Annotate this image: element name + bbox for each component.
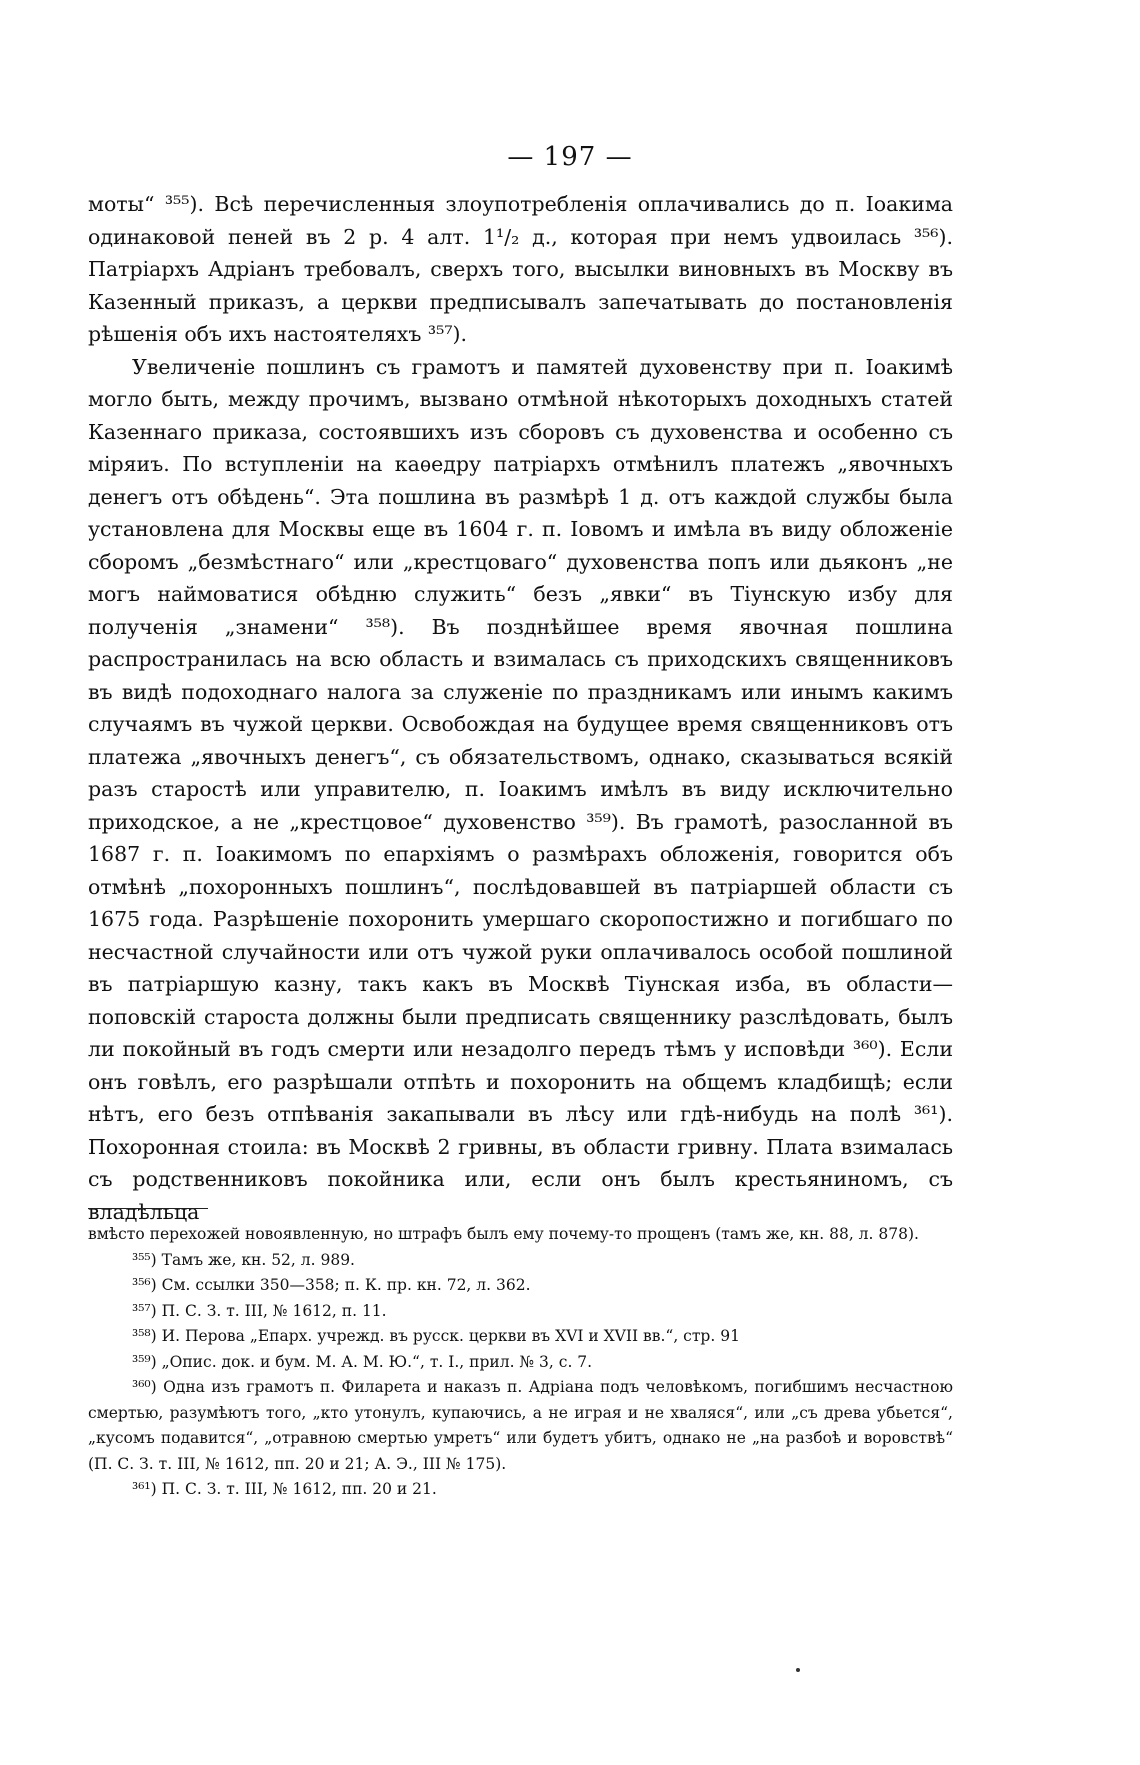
- footnotes: [88, 1222, 953, 1503]
- footnote: ³⁶¹) П. С. З. т. III, № 1612, пп. 20 и 21.: [132, 1480, 437, 1498]
- footnote-separator: [88, 1208, 208, 1209]
- page-number: — 197 —: [507, 142, 633, 172]
- footnote: ³⁶⁰) Одна изъ грамотъ п. Филарета и наказъ п. Адріана подъ человѣкомъ, погибшимъ несчастною смертью, разумѣютъ того, „кто утонулъ, купаючись, а не играя и не хваляся“, или „съ древа убьется“, „кусомъ подавится“, „отравною смертью умретъ“ или будетъ убитъ, однако не „на разбоѣ и воровствѣ“ (П. С. З. т. III, № 1612, пп. 20 и 21; А. Э., III № 175).: [88, 1378, 953, 1473]
- footnote: ³⁵⁹) „Опис. док. и бум. М. А. М. Ю.“, т. I., прил. № 3, с. 7.: [132, 1352, 593, 1371]
- footnote: ³⁵⁷) П. С. З. т. III, № 1612, п. 11.: [132, 1301, 387, 1320]
- main-text: [88, 188, 953, 1228]
- ink-speck: [796, 1668, 800, 1672]
- footnote-continuation: вмѣсто перехожей новоявленную, но штрафъ былъ ему почему-то прощенъ (тамъ же, кн. 88, л. 878).: [88, 1225, 919, 1243]
- paragraph: Увеличеніе пошлинъ съ грамотъ и памятей духовенству при п. Іоакимѣ могло быть, между прочимъ, вызвано отмѣной нѣкоторыхъ доходныхъ статей Казеннаго приказа, состоявшихъ изъ сборовъ съ духовенства и особенно съ міряиъ. По вступленіи на каѳедру патріархъ отмѣнилъ платежъ „явочныхъ денегъ отъ обѣдень“. Эта пошлина въ размѣрѣ 1 д. отъ каждой службы была установлена для Москвы еще въ 1604 г. п. Іовомъ и имѣла въ виду обложеніе сборомъ „безмѣстнаго“ или „крестцоваго“ духовенства попъ или дьяконъ „не могъ наймоватися обѣдню служить“ безъ „явки“ въ Тіунскую избу для полученія „знамени“ ³⁵⁸). Въ позднѣйшее время явочная пошлина распространилась на всю область и взималась съ приходскихъ священниковъ въ видѣ подоходнаго налога за служеніе по праздникамъ или инымъ какимъ случаямъ въ чужой церкви. Освобождая на будущее время священниковъ отъ платежа „явочныхъ денегъ“, съ обязательствомъ, однако, сказываться всякій разъ старостѣ или управителю, п. Іоакимъ имѣлъ въ виду исключительно приходское, а не „крестцовое“ духовенство ³⁵⁹). Въ грамотѣ, разосланной въ 1687 г. п. Іоакимомъ по епархіямъ о размѣрахъ обложенія, говорится объ отмѣнѣ „похоронныхъ пошлинъ“, послѣдовавшей въ патріаршей области съ 1675 года. Разрѣшеніе похоронить умершаго скоропостижно и погибшаго по несчастной случайности или отъ чужой руки оплачивалось особой пошлиной въ патріаршую казну, такъ какъ въ Москвѣ Тіунская изба, въ области—поповскій староста должны были предписать священнику разслѣдовать, былъ ли покойный въ годъ смерти или незадолго передъ тѣмъ у исповѣди ³⁶⁰). Если онъ говѣлъ, его разрѣшали отпѣть и похоронить на общемъ кладбищѣ; если нѣтъ, его безъ отпѣванія закапывали въ лѣсу или гдѣ-нибудь на полѣ ³⁶¹). Похоронная стоила: въ Москвѣ 2 гривны, въ области гривну. Плата взималась съ родственниковъ покойника или, если онъ былъ крестьяниномъ, съ владѣльца: [88, 354, 953, 1224]
- footnote: ³⁵⁸) И. Перова „Епарх. учрежд. въ русск. церкви въ XVI и XVII вв.“, стр. 91: [132, 1327, 740, 1345]
- footnote: ³⁵⁶) См. ссылки 350—358; п. К. пр. кн. 72, л. 362.: [132, 1276, 531, 1294]
- paragraph: моты“ ³⁵⁵). Всѣ перечисленныя злоупотребленія оплачивались до п. Іоакима одинаковой пеней въ 2 р. 4 алт. 1¹/₂ д., которая при немъ удвоилась ³⁵⁶). Патріархъ Адріанъ требовалъ, сверхъ того, высылки виновныхъ въ Москву въ Казенный приказъ, а церкви предписывалъ запечатывать до постановленія рѣшенія объ ихъ настоятеляхъ ³⁵⁷).: [88, 192, 953, 346]
- footnote: ³⁵⁵) Тамъ же, кн. 52, л. 989.: [132, 1250, 355, 1269]
